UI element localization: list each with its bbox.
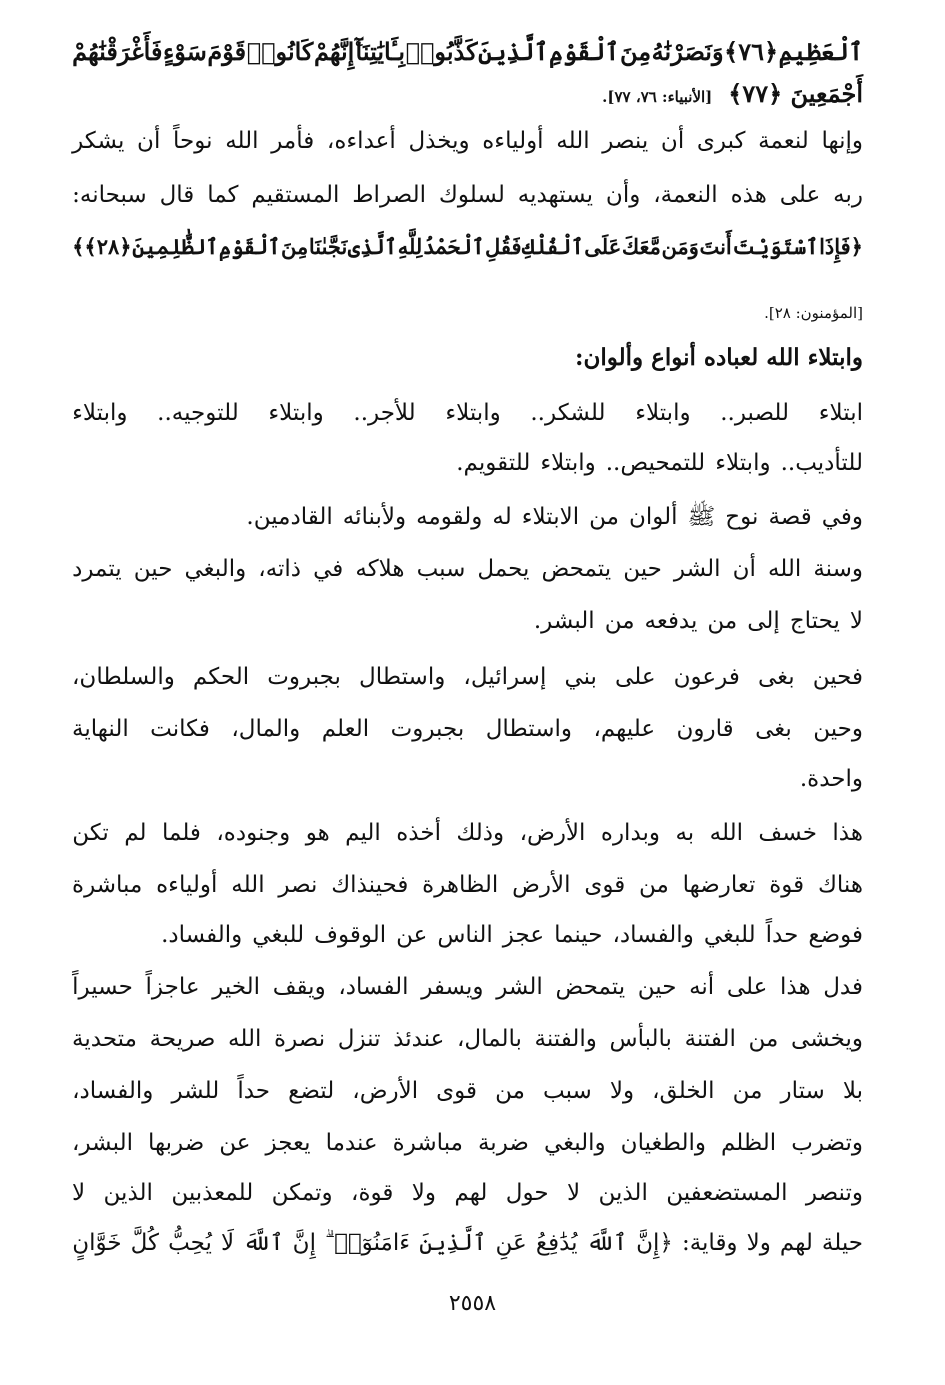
word: أنه (689, 974, 715, 1000)
word: للبغي (703, 922, 756, 948)
word: لسلوك (438, 182, 505, 208)
word: والفساد، (612, 922, 694, 948)
word: أولياءه (482, 128, 544, 154)
word: للشر (171, 1078, 220, 1104)
word: عَنِ (495, 1230, 527, 1256)
word: وابتلاء (540, 450, 596, 476)
word: أخذه (396, 820, 441, 846)
verse-citation: [الأنبياء: ٧٦، ٧٧]. (602, 88, 713, 106)
word: اليم (345, 820, 381, 846)
word: ٱلَّذِينَ (419, 1230, 487, 1256)
word: حينما (554, 922, 603, 948)
word: فكانت (150, 716, 210, 742)
word: والسلطان، (72, 664, 175, 690)
word: لنعمة (758, 128, 809, 154)
word: البشر. (533, 608, 595, 634)
word: الذين (598, 1180, 648, 1206)
word: بِـَٔايَٰتِنَآ (355, 37, 406, 66)
word: على (615, 664, 656, 690)
word: قال (159, 182, 195, 208)
word: ويخذل (408, 128, 470, 154)
word: ألوان (628, 504, 678, 530)
text-line (72, 1080, 863, 1103)
word: مَّعَكَ (621, 234, 661, 259)
word: وسنة (813, 556, 863, 582)
word: لا (566, 1180, 581, 1206)
word: والطغيان (620, 1130, 706, 1156)
word: من (604, 608, 635, 634)
word: إسرائيل، (463, 664, 547, 690)
word: لِلَّهِ (397, 234, 423, 259)
word: كما (207, 182, 239, 208)
word: إِنَّهُمْ (313, 37, 355, 66)
word: من (748, 1026, 779, 1052)
word: ٱلَّذِينَ (478, 37, 549, 66)
word: خسف (758, 820, 817, 846)
word: ٱلْعَظِيمِ (778, 37, 863, 66)
word: وتمكن (271, 1180, 333, 1206)
word: يتمحض (555, 974, 626, 1000)
word: حسيراً (72, 974, 133, 1000)
word: فَأَغْرَقْنَٰهُمْ (72, 37, 163, 66)
word: وابتلاء (72, 400, 128, 426)
word: ينصر (602, 128, 649, 154)
word: أَنتَ (699, 234, 732, 259)
word: عاجزاً (145, 974, 200, 1000)
word: وابتلاء (635, 400, 691, 426)
word: ضربها (148, 1130, 205, 1156)
word: فرعون (673, 664, 740, 690)
word: يُحِبُّ (168, 1230, 212, 1256)
word: تعارضها (682, 872, 756, 898)
word: هو (305, 820, 330, 846)
word: خَوَّانٍ (72, 1230, 122, 1256)
word: ولا (746, 1230, 771, 1256)
word: الظلم (721, 1130, 777, 1156)
word: إلى (747, 608, 780, 634)
text-line (72, 1232, 863, 1255)
word: الله (228, 1026, 262, 1052)
word: ٱسْتَوَيْتَ (732, 234, 819, 259)
word: مِنَ (619, 37, 652, 66)
text-line (72, 452, 863, 475)
word: يستهديه (517, 182, 594, 208)
word: وتضرب (791, 1130, 863, 1156)
word: عجز (502, 922, 545, 948)
word: حيلة (821, 1230, 863, 1256)
word: مباشرة (392, 1130, 463, 1156)
word: بجبروت (390, 716, 465, 742)
word: لهم (779, 1230, 813, 1256)
word: يدفعه (644, 608, 698, 634)
text-line (72, 1028, 863, 1051)
word: للصبر.. (720, 400, 790, 426)
word: يُدَٰفِعُ (535, 1230, 578, 1256)
text-line (72, 1182, 863, 1205)
word: نوح (725, 504, 759, 530)
word: ٱلْقَوْمِ (218, 234, 281, 259)
word: الخير (212, 974, 261, 1000)
text-line (72, 558, 863, 581)
word: النعمة، (653, 182, 718, 208)
word: للبغي (252, 922, 305, 948)
word: إِنَّ (292, 1230, 316, 1256)
word: والبغي (184, 556, 247, 582)
word: الله (767, 556, 802, 582)
word: يتمحض (541, 556, 612, 582)
word: فحينذاك (331, 872, 409, 898)
word: ولا (411, 1180, 437, 1206)
word: لم (124, 820, 147, 846)
word: ٱلَّذِى (347, 234, 398, 259)
word: أن (660, 128, 685, 154)
word: ٱللَّهَ (586, 1230, 628, 1256)
word: وبداره (600, 820, 661, 846)
word: الابتلاء (521, 504, 580, 530)
word: بالمال، (457, 1026, 522, 1052)
word: من (732, 1078, 763, 1104)
word: للتوجيه.. (157, 400, 239, 426)
word: سبحانه: (72, 182, 147, 208)
word: للأجر.. (353, 400, 416, 426)
text-line (72, 924, 863, 947)
word: بغى (757, 664, 795, 690)
word: ذاته، (258, 556, 302, 582)
word: ﴿٢٨﴾﴾ (72, 234, 132, 259)
text-line (72, 130, 863, 153)
word: حين (637, 974, 677, 1000)
word: وحين (813, 716, 863, 742)
word: واستطال (485, 716, 572, 742)
text-line (72, 402, 863, 425)
word: كَانُوا۟ (246, 37, 314, 66)
word: من (639, 872, 669, 898)
text-line (72, 768, 863, 791)
word: في (313, 556, 344, 582)
word: قوة (769, 872, 805, 898)
word: يشكر (72, 128, 125, 154)
word: ولأبنائه (342, 504, 407, 530)
word: بجبروت (267, 664, 341, 690)
text-line (72, 346, 863, 369)
word: له (492, 504, 512, 530)
word: الشر (496, 974, 543, 1000)
word: للمعذبين (171, 1180, 254, 1206)
word: عَلَى (584, 234, 622, 259)
word: القادمين. (246, 504, 333, 530)
word: والفساد، (72, 1078, 154, 1104)
word: الله (225, 128, 259, 154)
word: نَجَّىٰنَا (308, 234, 348, 259)
word: قارون (676, 716, 734, 742)
word: الفتنة (684, 1026, 736, 1052)
section-heading: وابتلاء الله لعباده أنواع وألوان: (574, 344, 863, 371)
word: حداً (237, 1078, 271, 1104)
word: عن (396, 922, 428, 948)
word: على (726, 974, 768, 1000)
word: فَقُلِ (484, 234, 522, 259)
word: ٱلْقَوْمِ (549, 37, 620, 66)
text-line (72, 506, 863, 529)
word: هذا (779, 974, 811, 1000)
word: وَمَن (661, 234, 699, 259)
word: كُلَّ (130, 1230, 160, 1256)
word: وفي (821, 504, 863, 530)
word: هذه (730, 182, 767, 208)
word: فلما (162, 820, 201, 846)
word: لهم (454, 1180, 488, 1206)
word: عن (219, 1130, 251, 1156)
word: يعجز (265, 1130, 311, 1156)
word: الوقوف (314, 922, 387, 948)
word: عندئذ (393, 1026, 445, 1052)
word: ﷺ (687, 504, 716, 530)
text-line (72, 79, 863, 108)
word: وذلك (456, 820, 505, 846)
word: للتمحيص.. (605, 450, 706, 476)
word: حول (505, 1180, 549, 1206)
word: به (675, 820, 695, 846)
word: متحدية (72, 1026, 137, 1052)
word: نصر (278, 872, 318, 898)
word: البشر، (72, 1130, 133, 1156)
word: ٱللَّهَ (243, 1230, 284, 1256)
word: الذين (103, 1180, 153, 1206)
word: وقاية: (681, 1230, 738, 1256)
word: نصرة (274, 1026, 326, 1052)
word: النهاية (72, 716, 129, 742)
word: قوة، (351, 1180, 394, 1206)
text-line (72, 236, 863, 257)
quran-verse: أَجْمَعِينَ ﴿٧٧﴾ (728, 79, 863, 108)
word: من (589, 504, 619, 530)
text-line (72, 184, 863, 207)
word: ﴿فَإِذَا (819, 234, 863, 259)
word: ضربة (477, 1130, 529, 1156)
word: قوى (584, 872, 626, 898)
word: وَنَصَرْنَٰهُ (651, 37, 724, 66)
word: والفساد. (161, 922, 243, 948)
word: وأن (605, 182, 641, 208)
text-line (72, 610, 863, 633)
word: بلا (842, 1078, 863, 1104)
word: صريحة (149, 1026, 216, 1052)
word: للشكر.. (530, 400, 606, 426)
word: عليهم، (593, 716, 656, 742)
word: أعداءه، (326, 128, 396, 154)
word: سبب (416, 556, 466, 582)
word: سَوْءٍ (163, 37, 207, 66)
word: الله (709, 820, 743, 846)
word: قوى (436, 1078, 478, 1104)
word: الظاهرة (422, 872, 499, 898)
word: والبغي (543, 1130, 606, 1156)
word: الله (231, 872, 265, 898)
text-line (72, 718, 863, 741)
word: وجنوده، (216, 820, 291, 846)
text-line (72, 874, 863, 897)
word: واستطال (359, 664, 446, 690)
word: نوحاً (173, 128, 213, 154)
word: حين (623, 556, 662, 582)
word: الفساد، (338, 974, 409, 1000)
word: الأرض، (519, 820, 586, 846)
text-line (72, 1132, 863, 1155)
word: المستقيم (251, 182, 340, 208)
word: تنزل (337, 1026, 381, 1052)
text-line (72, 976, 863, 999)
word: فوضع (808, 922, 863, 948)
word: قَوْمَ (207, 37, 247, 66)
text-line (72, 306, 863, 321)
word: الناس (437, 922, 493, 948)
word: سبب (542, 1078, 592, 1104)
word: تكن (72, 820, 109, 846)
word: على (779, 182, 821, 208)
word: يحمل (477, 556, 530, 582)
text-line (72, 37, 863, 66)
word: عندما (325, 1130, 378, 1156)
word: العلم (321, 716, 370, 742)
word: ستار (780, 1078, 825, 1104)
word: من (707, 608, 738, 634)
word: ربه (833, 182, 863, 208)
word: الله (556, 128, 590, 154)
word: الحكم (192, 664, 250, 690)
word: أولياءه (156, 872, 218, 898)
word: وابتلاء (445, 400, 501, 426)
word: ابتلاء (818, 400, 863, 426)
word: للتأديب.. (780, 450, 863, 476)
word: الصراط (352, 182, 426, 208)
word: قصة (768, 504, 812, 530)
word: ٱلظَّٰلِمِينَ (132, 234, 219, 259)
word: الأرض (512, 872, 571, 898)
word: ولقومه (416, 504, 483, 530)
word: لَا (220, 1230, 235, 1256)
word: بغى (755, 716, 792, 742)
word: يتمرد (72, 556, 122, 582)
word: ويخشى (790, 1026, 863, 1052)
word: بالبأس (609, 1026, 672, 1052)
word: الشر (673, 556, 721, 582)
word: ويقف (272, 974, 326, 1000)
word: أن (137, 128, 161, 154)
word: ولا (609, 1078, 635, 1104)
word: هناك (817, 872, 863, 898)
word: يحتاج (789, 608, 840, 634)
word: حين (133, 556, 173, 582)
word: حداً (765, 922, 799, 948)
word: لتضع (288, 1078, 335, 1104)
word: لا (72, 1180, 86, 1206)
word: لا (849, 608, 863, 634)
word: ﴿إِنَّ (636, 1230, 673, 1256)
text-line (72, 822, 863, 845)
word: واحدة. (799, 766, 863, 792)
word: والمال، (231, 716, 301, 742)
word: هلاكه (355, 556, 405, 582)
word: من (495, 1078, 525, 1104)
word: الخلق، (652, 1078, 715, 1104)
word: الأرض، (352, 1078, 419, 1104)
word: أن (732, 556, 756, 582)
word: للتقويم. (456, 450, 531, 476)
word: ٱلْحَمْدُ (422, 234, 485, 259)
word: ويسفر (421, 974, 484, 1000)
word: فدل (823, 974, 863, 1000)
page-number: ٢٥٥٨ (448, 1291, 497, 1316)
word: ءَامَنُوٓا۟ (334, 1230, 411, 1256)
word: ٱلْفُلْكِ (522, 234, 584, 259)
word: والفتنة (534, 1026, 597, 1052)
verse-citation: [المؤمنون: ٢٨]. (764, 304, 863, 322)
word: كبرى (696, 128, 746, 154)
word: ﴿٧٦﴾ (724, 37, 779, 66)
word: هذا (832, 820, 863, 846)
word: وابتلاء (715, 450, 771, 476)
word: فحين (812, 664, 863, 690)
word: كَذَّبُوا۟ (405, 37, 478, 66)
word: فأمر (271, 128, 315, 154)
word: وإنها (821, 128, 863, 154)
word: مِنَ (281, 234, 309, 259)
word: وابتلاء (268, 400, 324, 426)
word: بني (564, 664, 597, 690)
word: مباشرة (72, 872, 143, 898)
word: وتنصر (805, 1180, 863, 1206)
word: المستضعفين (666, 1180, 788, 1206)
text-line (72, 666, 863, 689)
